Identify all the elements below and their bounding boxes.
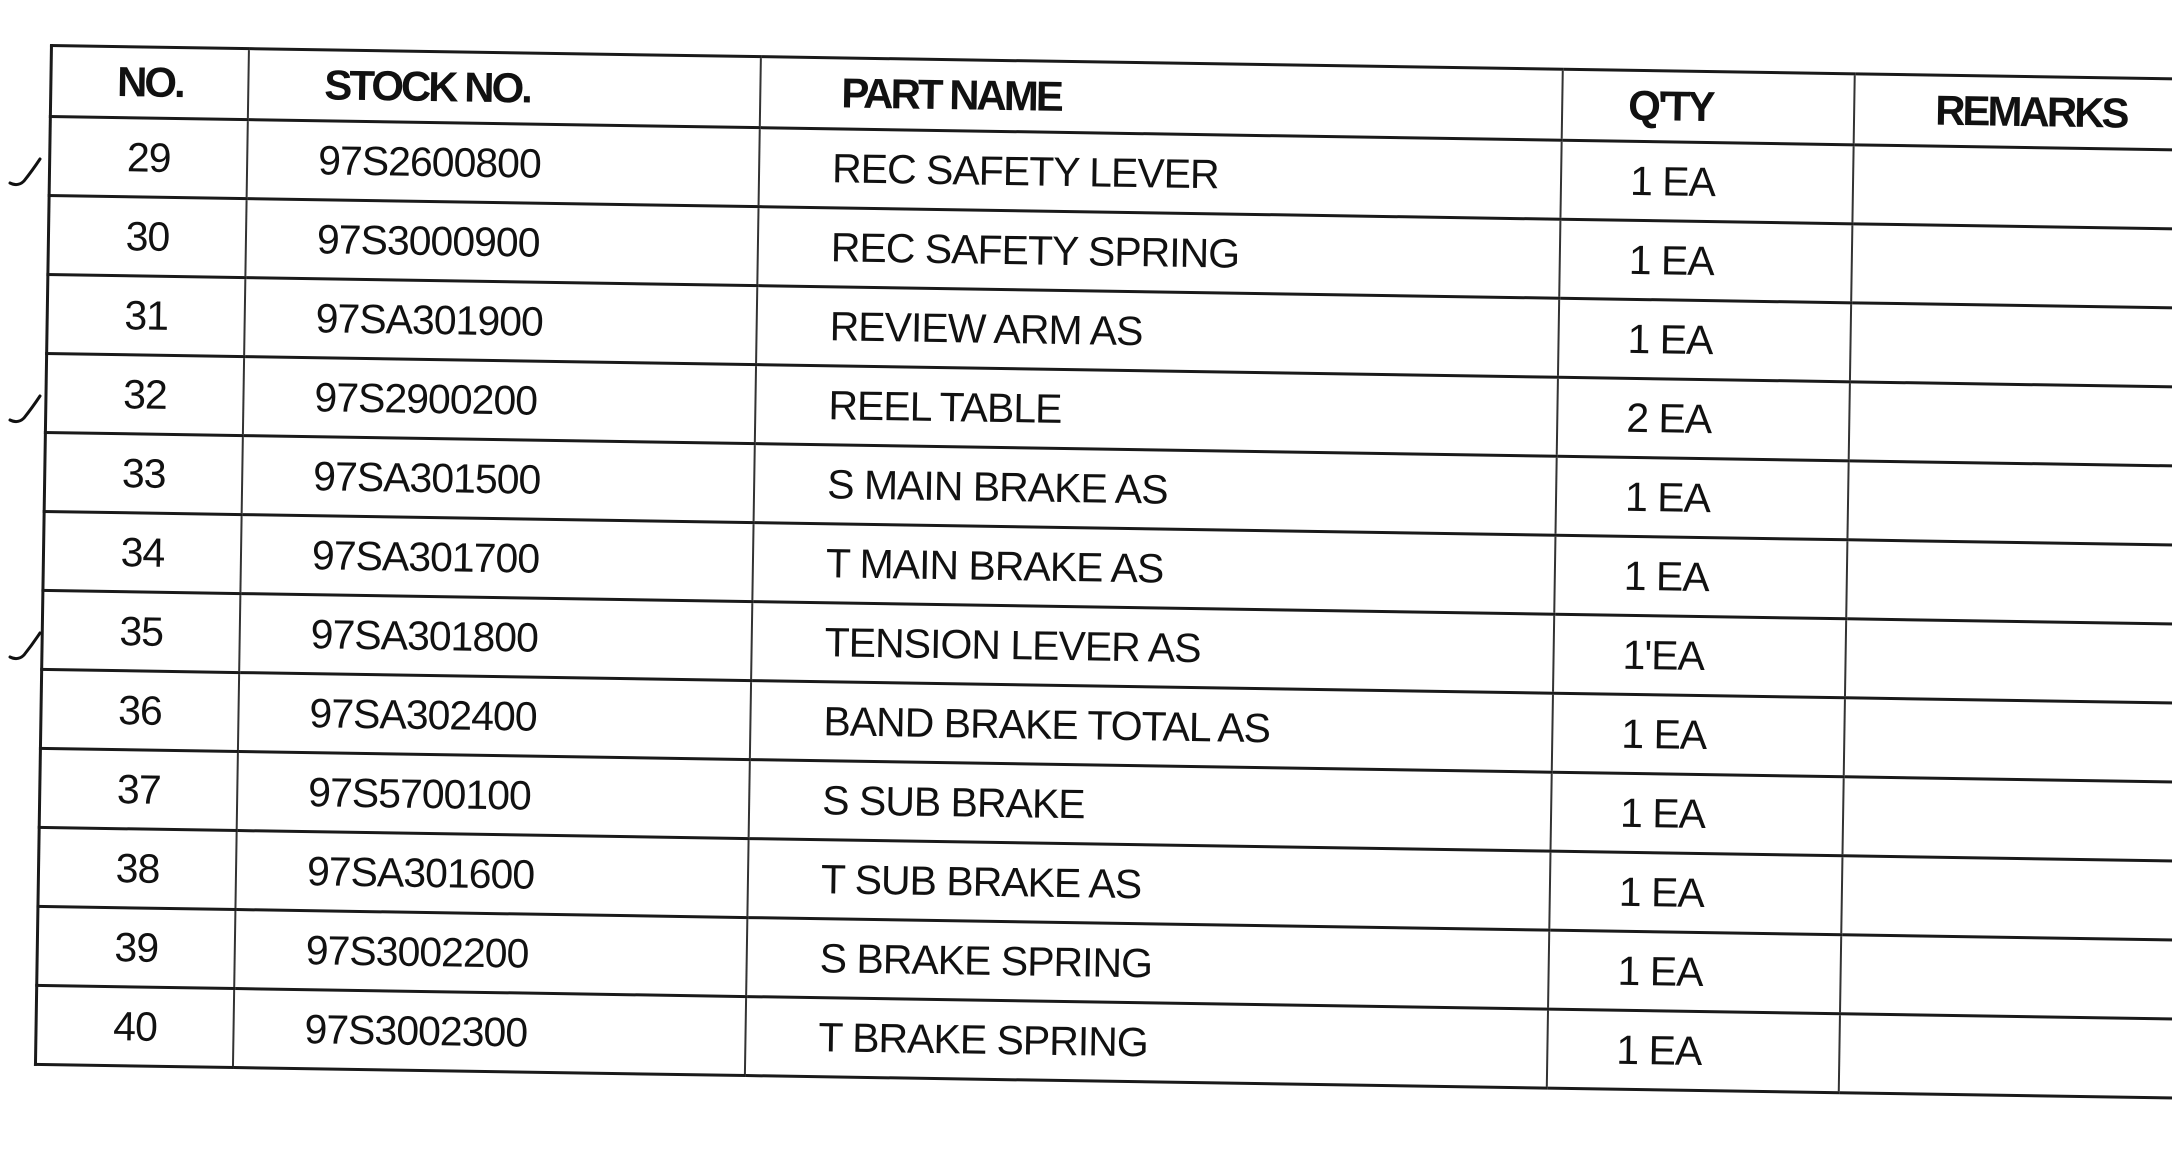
remarks-cell bbox=[1851, 224, 2172, 313]
row-no-cell: 31 bbox=[47, 274, 246, 356]
part-name-cell: T SUB BRAKE AS bbox=[747, 839, 1550, 931]
qty-cell: 1 EA bbox=[1548, 930, 1841, 1014]
header-no: NO. bbox=[50, 46, 249, 120]
row-no-cell: 40 bbox=[35, 985, 234, 1067]
qty-cell: 1 EA bbox=[1558, 298, 1851, 382]
remarks-cell bbox=[1847, 461, 2172, 550]
stock-no-cell: 97S2600800 bbox=[247, 120, 760, 207]
stock-no-cell: 97S5700100 bbox=[237, 752, 750, 839]
row-no-cell: 39 bbox=[37, 906, 236, 988]
header-part-name: PART NAME bbox=[760, 57, 1563, 141]
part-name-cell: REC SAFETY LEVER bbox=[759, 128, 1562, 220]
part-name-cell: S BRAKE SPRING bbox=[746, 918, 1549, 1010]
row-no-cell: 34 bbox=[43, 511, 242, 593]
remarks-cell bbox=[1852, 145, 2172, 234]
header-remarks: REMARKS bbox=[1854, 74, 2172, 155]
header-qty: Q'TY bbox=[1562, 69, 1855, 145]
remarks-cell bbox=[1844, 698, 2172, 787]
remarks-cell bbox=[1850, 303, 2172, 392]
handwritten-check-mark-icon bbox=[6, 627, 46, 667]
handwritten-check-mark-icon bbox=[6, 390, 46, 430]
part-name-cell: REEL TABLE bbox=[755, 365, 1558, 457]
table-body bbox=[35, 117, 2172, 1103]
qty-cell: 1 EA bbox=[1560, 140, 1853, 224]
part-name-cell: TENSION LEVER AS bbox=[751, 602, 1554, 694]
stock-no-cell: 97S3002200 bbox=[234, 910, 747, 997]
qty-cell: 1 EA bbox=[1547, 1009, 1840, 1093]
part-name-cell: S MAIN BRAKE AS bbox=[754, 444, 1557, 536]
remarks-cell bbox=[1842, 777, 2172, 866]
part-name-cell: S SUB BRAKE bbox=[749, 760, 1552, 852]
row-no-cell: 30 bbox=[48, 196, 247, 278]
row-no-cell: 29 bbox=[49, 117, 248, 199]
parts-list-sheet bbox=[34, 44, 2160, 1099]
row-no-cell: 37 bbox=[39, 748, 238, 830]
parts-table bbox=[34, 44, 2172, 1104]
stock-no-cell: 97SA301800 bbox=[239, 594, 752, 681]
qty-cell: 1 EA bbox=[1549, 851, 1842, 935]
stock-no-cell: 97SA301500 bbox=[242, 436, 755, 523]
part-name-cell: REC SAFETY SPRING bbox=[757, 207, 1560, 299]
stock-no-cell: 97SA301600 bbox=[235, 831, 748, 918]
qty-cell: 1 EA bbox=[1552, 693, 1845, 777]
remarks-cell bbox=[1839, 1014, 2172, 1103]
row-no-cell: 36 bbox=[40, 669, 239, 751]
qty-cell: 1 EA bbox=[1554, 535, 1847, 619]
stock-no-cell: 97S3002300 bbox=[233, 989, 746, 1076]
remarks-cell bbox=[1849, 382, 2172, 471]
remarks-cell bbox=[1841, 856, 2172, 945]
row-no-cell: 33 bbox=[44, 432, 243, 514]
header-stock-no: STOCK NO. bbox=[248, 49, 761, 128]
row-no-cell: 38 bbox=[38, 827, 237, 909]
remarks-cell bbox=[1845, 619, 2172, 708]
part-name-cell: T MAIN BRAKE AS bbox=[752, 523, 1555, 615]
part-name-cell: REVIEW ARM AS bbox=[756, 286, 1559, 378]
stock-no-cell: 97SA301700 bbox=[240, 515, 753, 602]
row-no-cell: 32 bbox=[45, 353, 244, 435]
qty-cell: 1'EA bbox=[1553, 614, 1846, 698]
row-no-cell: 35 bbox=[42, 590, 241, 672]
stock-no-cell: 97S2900200 bbox=[243, 357, 756, 444]
remarks-cell bbox=[1846, 540, 2172, 629]
qty-cell: 1 EA bbox=[1555, 456, 1848, 540]
qty-cell: 2 EA bbox=[1557, 377, 1850, 461]
part-name-cell: T BRAKE SPRING bbox=[745, 997, 1548, 1089]
stock-no-cell: 97SA301900 bbox=[244, 278, 757, 365]
qty-cell: 1 EA bbox=[1551, 772, 1844, 856]
stock-no-cell: 97S3000900 bbox=[245, 199, 758, 286]
part-name-cell: BAND BRAKE TOTAL AS bbox=[750, 681, 1553, 773]
remarks-cell bbox=[1840, 935, 2172, 1024]
qty-cell: 1 EA bbox=[1559, 219, 1852, 303]
handwritten-check-mark-icon bbox=[6, 153, 46, 193]
stock-no-cell: 97SA302400 bbox=[238, 673, 751, 760]
